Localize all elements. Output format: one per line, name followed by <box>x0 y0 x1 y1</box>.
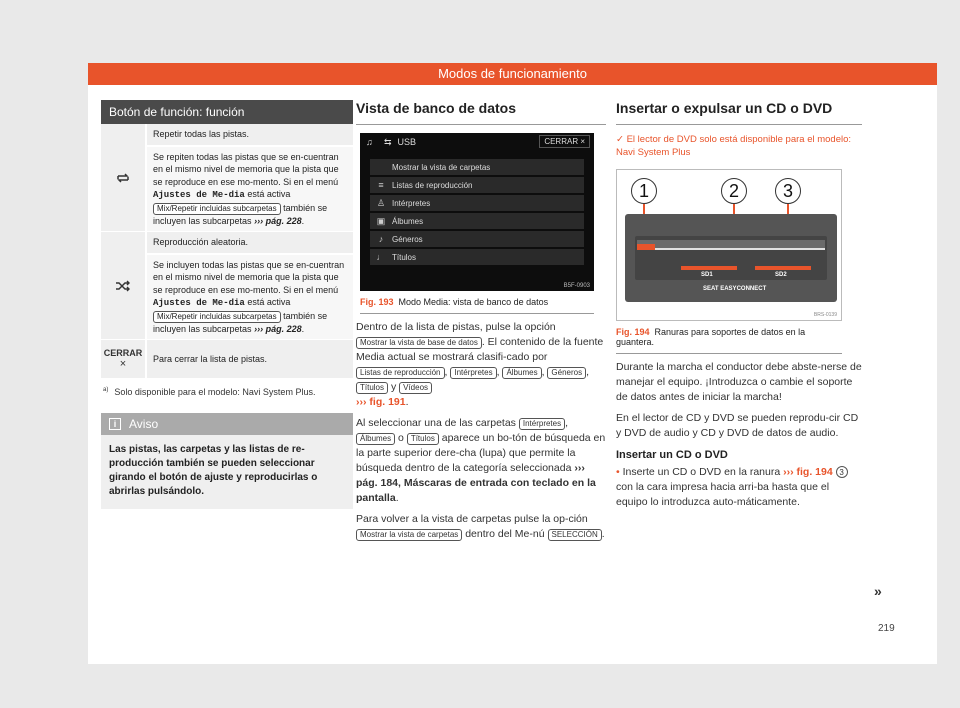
paragraph: Al seleccionar una de las carpetas Intérpretes , Álbumes o Títulos aparece un bo-tón de búsqueda en la parte superior dere-cha (lupa) que permite la búsqueda dentro de la categoría seleccionada ››› pág. 184, Máscaras de entrada con teclado en la pantalla. <box>356 417 606 504</box>
sd2-label: SD2 <box>775 272 787 278</box>
footnote: $^{a)}$ Solo disponible para el modelo: Navi System Plus. <box>103 387 316 397</box>
paragraph: Durante la marcha el conductor debe abste-nerse de manejar el equipo. ¡Introduzca o cambie el soporte de datos antes de iniciar la marcha! <box>616 361 862 403</box>
menu-name: Ajustes de Me-dia <box>153 190 245 200</box>
section-title: Vista de banco de datos <box>356 100 606 125</box>
table-header: Botón de función: función <box>101 100 353 124</box>
page-reference[interactable]: ››› pág. 228 <box>254 215 302 226</box>
right-column <box>616 100 862 510</box>
info-icon: i <box>109 418 121 430</box>
page <box>88 63 937 664</box>
aviso-text: Las pistas, las carpetas y las listas de re-producción también se pueden seleccionar girando el botón de ajuste y reproducirlas o abrirlas pulsándolo. <box>109 444 318 497</box>
menu-name: Ajustes de Me-dia <box>153 298 245 308</box>
dvd-slot[interactable] <box>637 240 825 250</box>
mix-repeat-button: Mix/Repetir incluidas subcarpetas <box>153 311 281 323</box>
brand-label: SEAT EASYCONNECT <box>703 286 767 292</box>
aviso-box <box>101 413 353 509</box>
row-title: Repetir todas las pistas. <box>147 124 353 145</box>
continue-mark: » <box>874 583 882 599</box>
close-cell <box>101 340 145 378</box>
paragraph: Para volver a la vista de carpetas pulse la op-ción Mostrar la vista de carpetas dentro del Me-nú SELECCIÓN . <box>356 513 605 540</box>
subheading: Insertar un CD o DVD <box>616 449 728 461</box>
figure-reference[interactable]: ››› fig. 191 <box>356 396 406 408</box>
repeat-icon <box>101 124 145 231</box>
screen-list-item[interactable]: ≡ Listas de reproducción <box>370 177 584 193</box>
page-number: 219 <box>878 623 895 634</box>
database-view-button: Mostrar la vista de base de datos <box>356 337 482 349</box>
middle-column <box>356 100 606 542</box>
music-note-icon: ♫ <box>366 137 373 147</box>
figure-reference[interactable]: ››› fig. 194 <box>783 466 833 478</box>
figure-code: BRS-0139 <box>813 312 837 318</box>
selection-button: SELECCIÓN <box>548 529 602 541</box>
screen-list-item[interactable]: Mostrar la vista de carpetas <box>370 159 584 175</box>
paragraph: Dentro de la lista de pistas, pulse la opción Mostrar la vista de base de datos . El contenido de la fuente Media actual se mostrará clasifi-cado por Listas de reproducción , Intérpretes , Álbumes , Géneros , Títulos y Vídeos ››› fig. 191. <box>356 321 604 408</box>
row-title: Para cerrar la lista de pistas. <box>147 340 353 378</box>
page-reference[interactable]: ››› pág. 184, Máscaras de entrada con teclado en la pantalla <box>356 462 596 504</box>
genre-icon: ♪ <box>378 234 384 244</box>
figure-caption: Fig. 194 Ranuras para soportes de datos en la guantera. <box>616 327 842 354</box>
aviso-title: Aviso <box>129 417 159 431</box>
mix-repeat-button: Mix/Repetir incluidas subcarpetas <box>153 203 281 215</box>
availability-note: ✓ El lector de DVD solo está disponible para el modelo: Navi System Plus <box>616 134 852 158</box>
callout-2: 2 <box>721 178 747 204</box>
table-row <box>101 340 353 379</box>
sd2-slot[interactable] <box>755 266 811 270</box>
screen-close-button[interactable]: CERRAR × <box>539 135 590 148</box>
artist-icon: ♙ <box>376 197 386 208</box>
screen-list-item[interactable]: ▣ Álbumes <box>370 213 584 229</box>
callout-3: 3 <box>775 178 801 204</box>
section-title: Insertar o expulsar un CD o DVD <box>616 100 862 125</box>
shuffle-icon <box>101 232 145 339</box>
row-description: Se incluyen todas las pistas que se en-cuentran en el mismo nivel de memoria que la pista que se reproduce en ese mo-mento. Si en el menú Ajustes de Me-dia está activa Mix/Repetir incluidas subcarpetas también se incluyen las subcarpetas ››› pág. 228. <box>147 255 353 340</box>
title-icon: ♩ <box>376 252 386 262</box>
row-title: Reproducción aleatoria. <box>147 232 353 253</box>
media-device <box>625 214 837 302</box>
table-row <box>101 124 353 232</box>
paragraph: En el lector de CD y DVD se pueden reprodu-cir CD y DVD de audio y CD y DVD de datos de audio. <box>616 412 859 439</box>
callout-1: 1 <box>631 178 657 204</box>
album-icon: ▣ <box>376 215 386 226</box>
playlist-icon: ≡ <box>378 180 384 190</box>
row-description: Se repiten todas las pistas que se en-cuentran en el mismo nivel de memoria que la pista que se reproduce en ese mo-mento. Si en el menú Ajustes de Me-dia está activa Mix/Repetir incluidas subcarpetas también se incluyen las subcarpetas ››› pág. 228. <box>147 147 353 232</box>
close-label: CERRAR <box>103 348 143 358</box>
sd1-slot[interactable] <box>681 266 737 270</box>
sd1-label: SD1 <box>701 272 713 278</box>
folder-view-button: Mostrar la vista de carpetas <box>356 529 462 541</box>
source-label: USB <box>397 137 417 147</box>
page-header: Modos de funcionamiento <box>88 63 937 85</box>
eject-button[interactable] <box>637 244 655 250</box>
aviso-header <box>101 413 353 435</box>
table-row <box>101 232 353 340</box>
page-reference[interactable]: ››› pág. 228 <box>254 323 302 334</box>
screen-list-item[interactable]: ♙ Intérpretes <box>370 195 584 211</box>
media-screen-figure <box>360 133 594 291</box>
figure-caption: Fig. 193 Modo Media: vista de banco de datos <box>360 297 594 314</box>
usb-icon: ⇆ <box>384 136 392 147</box>
close-icon: × <box>119 358 127 370</box>
glovebox-slots-figure <box>616 169 842 321</box>
screen-list-item[interactable]: ♩ Títulos <box>370 249 584 265</box>
callout-ref: 3 <box>836 466 848 478</box>
left-column <box>101 100 353 509</box>
screen-list-item[interactable]: ♪ Géneros <box>370 231 584 247</box>
figure-code: B5F-0903 <box>563 283 590 289</box>
list-item: • Inserte un CD o DVD en la ranura ››› fig. 194 3 con la cara impresa hacia arri-ba hasta que el equipo lo introduzca auto-máticamente. <box>616 465 862 510</box>
